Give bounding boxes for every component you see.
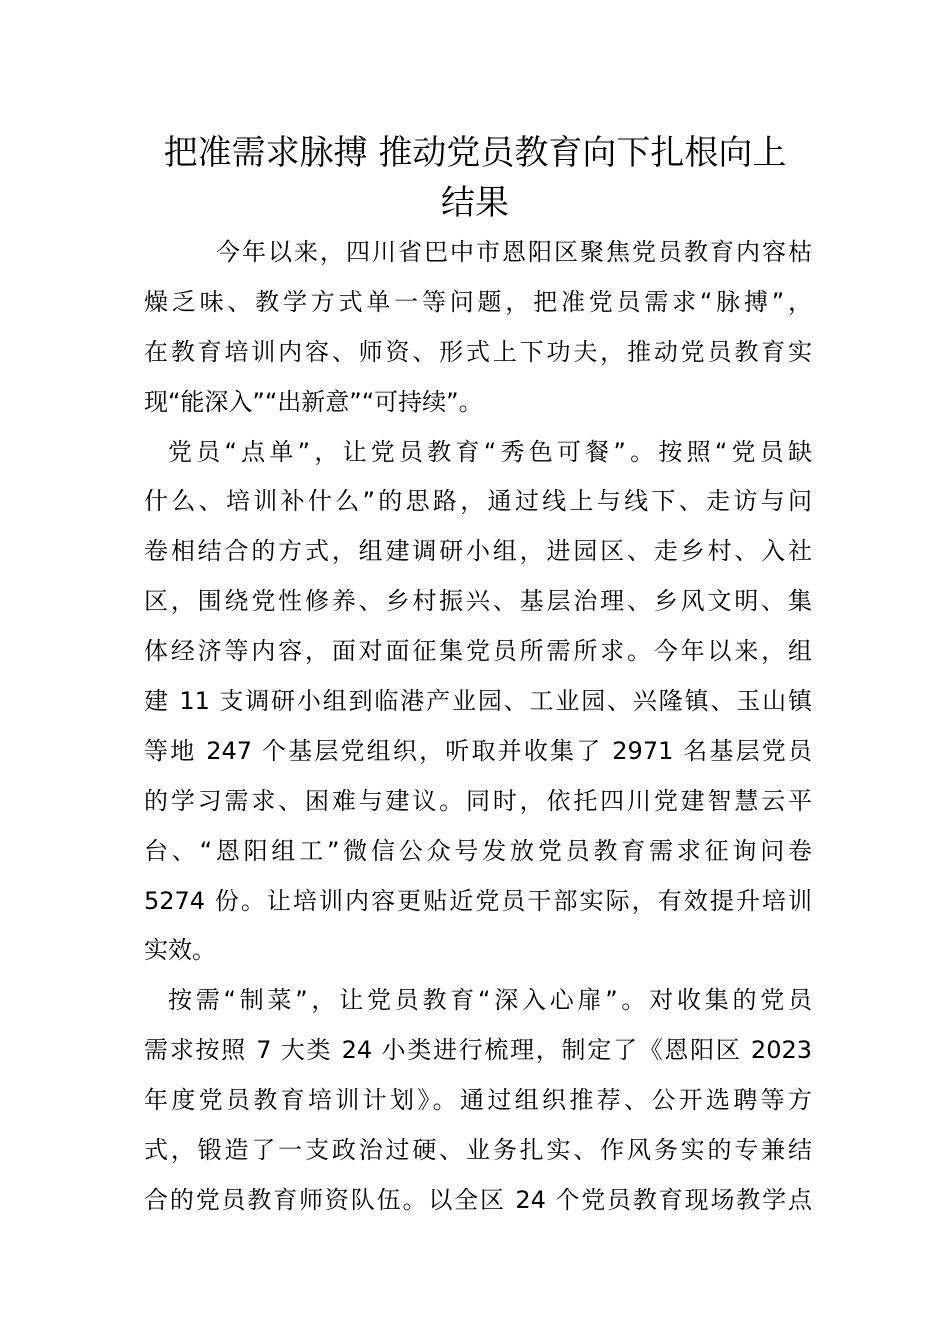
paragraph-3-line-2: 需求按照 7 大类 24 小类进行梳理，制定了《恩阳区 2023	[144, 1036, 812, 1065]
paragraph-3-line-3: 年度党员教育培训计划》。通过组织推荐、公开选聘等方	[144, 1086, 812, 1115]
paragraph-1-line-2: 燥乏味、教学方式单一等问题，把准党员需求“脉搏”，	[144, 287, 812, 316]
paragraph-2-line-4: 区，围绕党性修养、乡村振兴、基层治理、乡风文明、集	[144, 587, 812, 616]
paragraph-2-line-1: 党员“点单”，让党员教育“秀色可餐”。按照“党员缺	[168, 437, 812, 466]
title-line-2: 结果	[441, 183, 509, 223]
paragraph-1-line-1: 今年以来，四川省巴中市恩阳区聚焦党员教育内容枯	[216, 238, 812, 266]
article-body	[144, 228, 812, 1226]
paragraph-2-line-8: 的学习需求、困难与建议。同时，依托四川党建智慧云平	[144, 786, 812, 815]
paragraph-2-line-9: 台、“恩阳组工”微信公众号发放党员教育需求征询问卷	[144, 836, 812, 865]
paragraph-1-line-4: 现“能深入”“出新意”“可持续”。	[144, 387, 483, 416]
title-line-1: 把准需求脉搏 推动党员教育向下扎根向上	[163, 133, 787, 173]
paragraph-2-line-11: 实效。	[144, 936, 216, 965]
paragraph-3-line-5: 合的党员教育师资队伍。以全区 24 个党员教育现场教学点	[144, 1185, 812, 1214]
paragraph-2-line-6: 建 11 支调研小组到临港产业园、工业园、兴隆镇、玉山镇	[144, 687, 812, 716]
paragraph-2-line-5: 体经济等内容，面对面征集党员所需所求。今年以来，组	[144, 637, 812, 666]
paragraph-3-line-4: 式，锻造了一支政治过硬、业务扎实、作风务实的专兼结	[144, 1136, 812, 1165]
paragraph-1-line-3: 在教育培训内容、师资、形式上下功夫，推动党员教育实	[144, 337, 812, 366]
page-title	[140, 128, 810, 228]
paragraph-2-line-10: 5274 份。让培训内容更贴近党员干部实际，有效提升培训	[144, 886, 812, 915]
paragraph-2-line-2: 什么、培训补什么”的思路，通过线上与线下、走访与问	[144, 487, 812, 516]
paragraph-2-line-7: 等地 247 个基层党组织，听取并收集了 2971 名基层党员	[144, 736, 812, 765]
paragraph-3-line-1: 按需“制菜”，让党员教育“深入心扉”。对收集的党员	[168, 986, 812, 1015]
paragraph-2-line-3: 卷相结合的方式，组建调研小组，进园区、走乡村、入社	[144, 537, 812, 566]
